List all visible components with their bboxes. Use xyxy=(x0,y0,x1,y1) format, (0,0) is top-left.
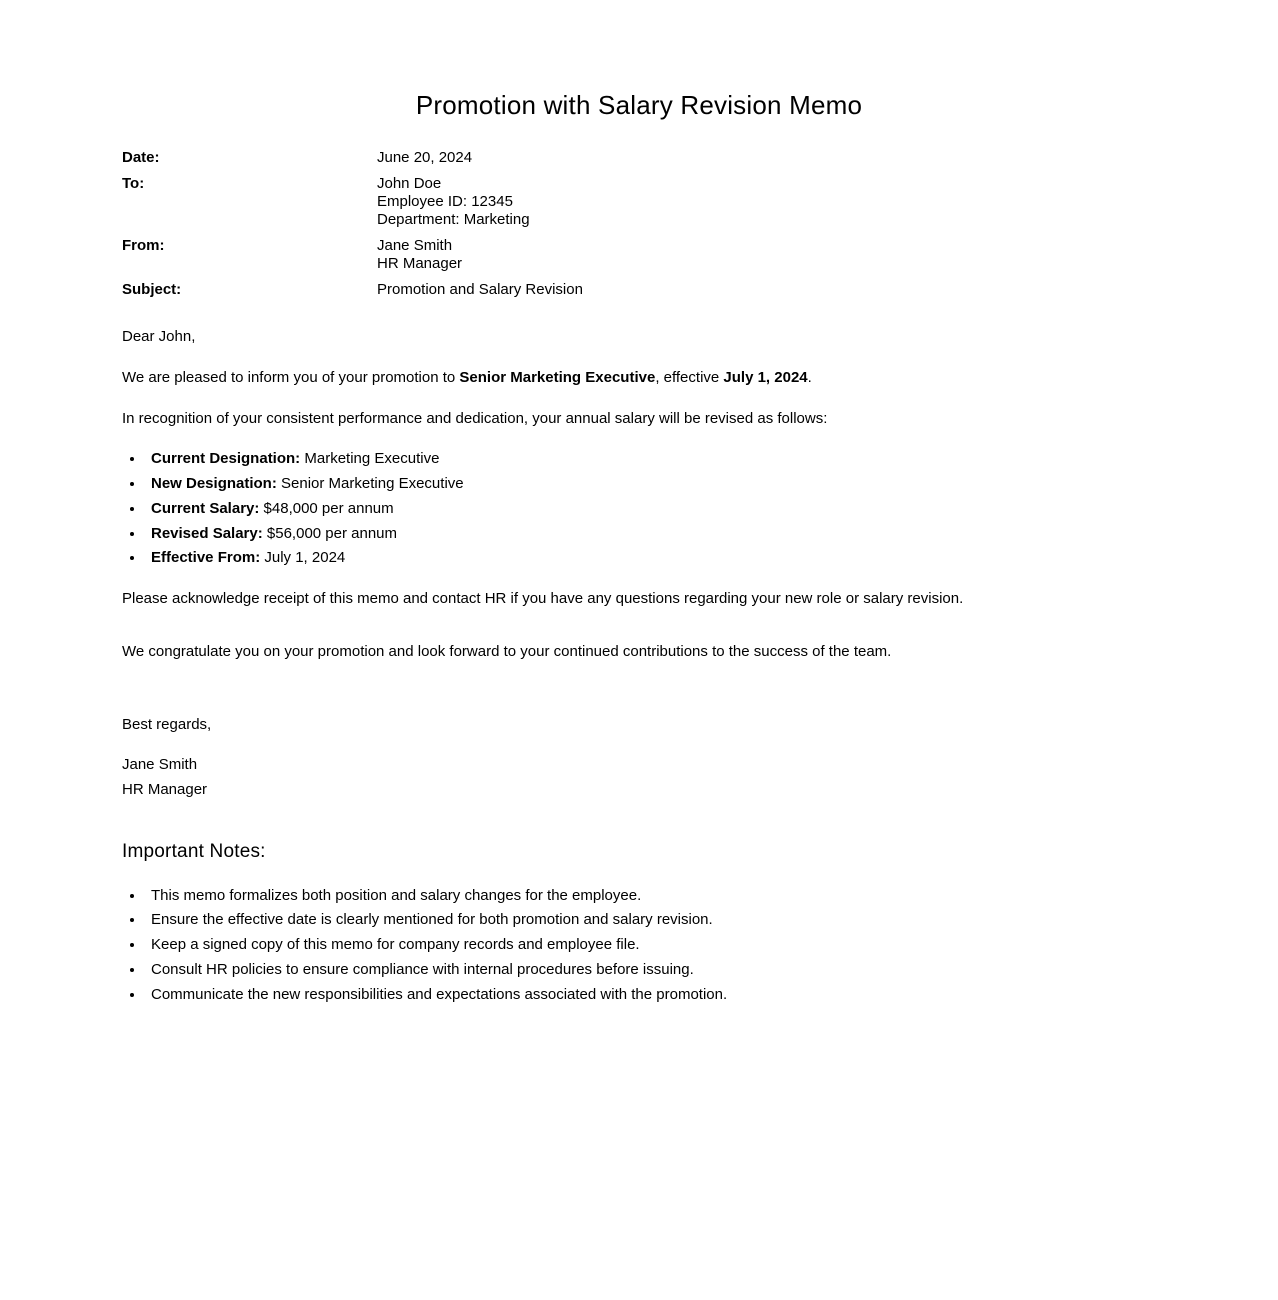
promotion-text-suffix: . xyxy=(807,368,812,386)
detail-label: New Designation: xyxy=(151,475,277,493)
header-label-from: From: xyxy=(122,237,165,255)
memo-title: Promotion with Salary Revision Memo xyxy=(415,90,863,120)
header-line: June 20, 2024 xyxy=(377,149,473,167)
promotion-text-prefix: We are pleased to inform you of your promotion to xyxy=(122,368,460,386)
header-row-date xyxy=(122,149,1156,167)
header-line: HR Manager xyxy=(377,255,463,273)
congratulate-paragraph: We congratulate you on your promotion and look forward to your continued contributions to the success of the team. xyxy=(122,642,892,660)
important-notes-list xyxy=(122,884,1156,1008)
acknowledge-paragraph: Please acknowledge receipt of this memo and contact HR if you have any questions regarding your new role or salary revision. xyxy=(122,590,964,608)
salary-details-list xyxy=(122,447,1156,571)
header-value-from xyxy=(377,237,462,273)
signature-name: Jane Smith xyxy=(122,756,198,774)
important-notes-heading: Important Notes: xyxy=(122,840,266,862)
header-label-date: Date: xyxy=(122,149,160,167)
detail-value: Marketing Executive xyxy=(300,450,440,468)
recognition-paragraph: In recognition of your consistent performance and dedication, your annual salary will be revised as follows: xyxy=(122,409,828,427)
promotion-paragraph xyxy=(122,366,1156,391)
detail-item-current-salary xyxy=(145,497,1156,522)
note-item: • Communicate the new responsibilities and expectations associated with the promotion. xyxy=(145,983,1156,1008)
detail-item-revised-salary xyxy=(145,522,1156,547)
detail-item-new-designation xyxy=(145,472,1156,497)
detail-label: Revised Salary: xyxy=(151,524,263,542)
header-line: Jane Smith xyxy=(377,237,453,255)
header-row-subject xyxy=(122,281,1156,299)
header-value-to xyxy=(377,175,530,229)
promotion-effective-date: July 1, 2024 xyxy=(723,368,808,386)
promotion-text-mid: , effective xyxy=(655,368,724,386)
closing-line: Best regards, xyxy=(122,715,212,733)
detail-item-current-designation xyxy=(145,447,1156,472)
salutation: Dear John, xyxy=(122,328,196,346)
header-value-date xyxy=(377,149,472,167)
note-item: • Keep a signed copy of this memo for company records and employee file. xyxy=(145,933,1156,958)
header-line: Employee ID: 12345 xyxy=(377,193,513,211)
header-row-from xyxy=(122,237,1156,273)
detail-value: Senior Marketing Executive xyxy=(276,475,464,493)
detail-label: Current Designation: xyxy=(151,450,301,468)
memo-header xyxy=(122,149,1156,299)
promotion-role: Senior Marketing Executive xyxy=(459,368,656,386)
detail-label: Effective From: xyxy=(151,549,261,567)
signature-title: HR Manager xyxy=(122,781,208,799)
note-item: • Consult HR policies to ensure compliance with internal procedures before issuing. xyxy=(145,958,1156,983)
detail-value: $56,000 per annum xyxy=(262,524,398,542)
header-line: John Doe xyxy=(377,175,442,193)
detail-label: Current Salary: xyxy=(151,499,260,517)
detail-value: July 1, 2024 xyxy=(260,549,346,567)
detail-value: $48,000 per annum xyxy=(259,499,394,517)
header-value-subject xyxy=(377,281,583,299)
header-label-to: To: xyxy=(122,175,145,193)
header-line: Department: Marketing xyxy=(377,211,530,229)
note-item: • Ensure the effective date is clearly mentioned for both promotion and salary revision. xyxy=(145,908,1156,933)
header-label-subject: Subject: xyxy=(122,281,182,299)
signature-block xyxy=(122,753,1156,803)
detail-item-effective-from xyxy=(145,546,1156,571)
header-line: Promotion and Salary Revision xyxy=(377,281,583,299)
note-item: • This memo formalizes both position and salary changes for the employee. xyxy=(145,884,1156,909)
header-row-to xyxy=(122,175,1156,229)
